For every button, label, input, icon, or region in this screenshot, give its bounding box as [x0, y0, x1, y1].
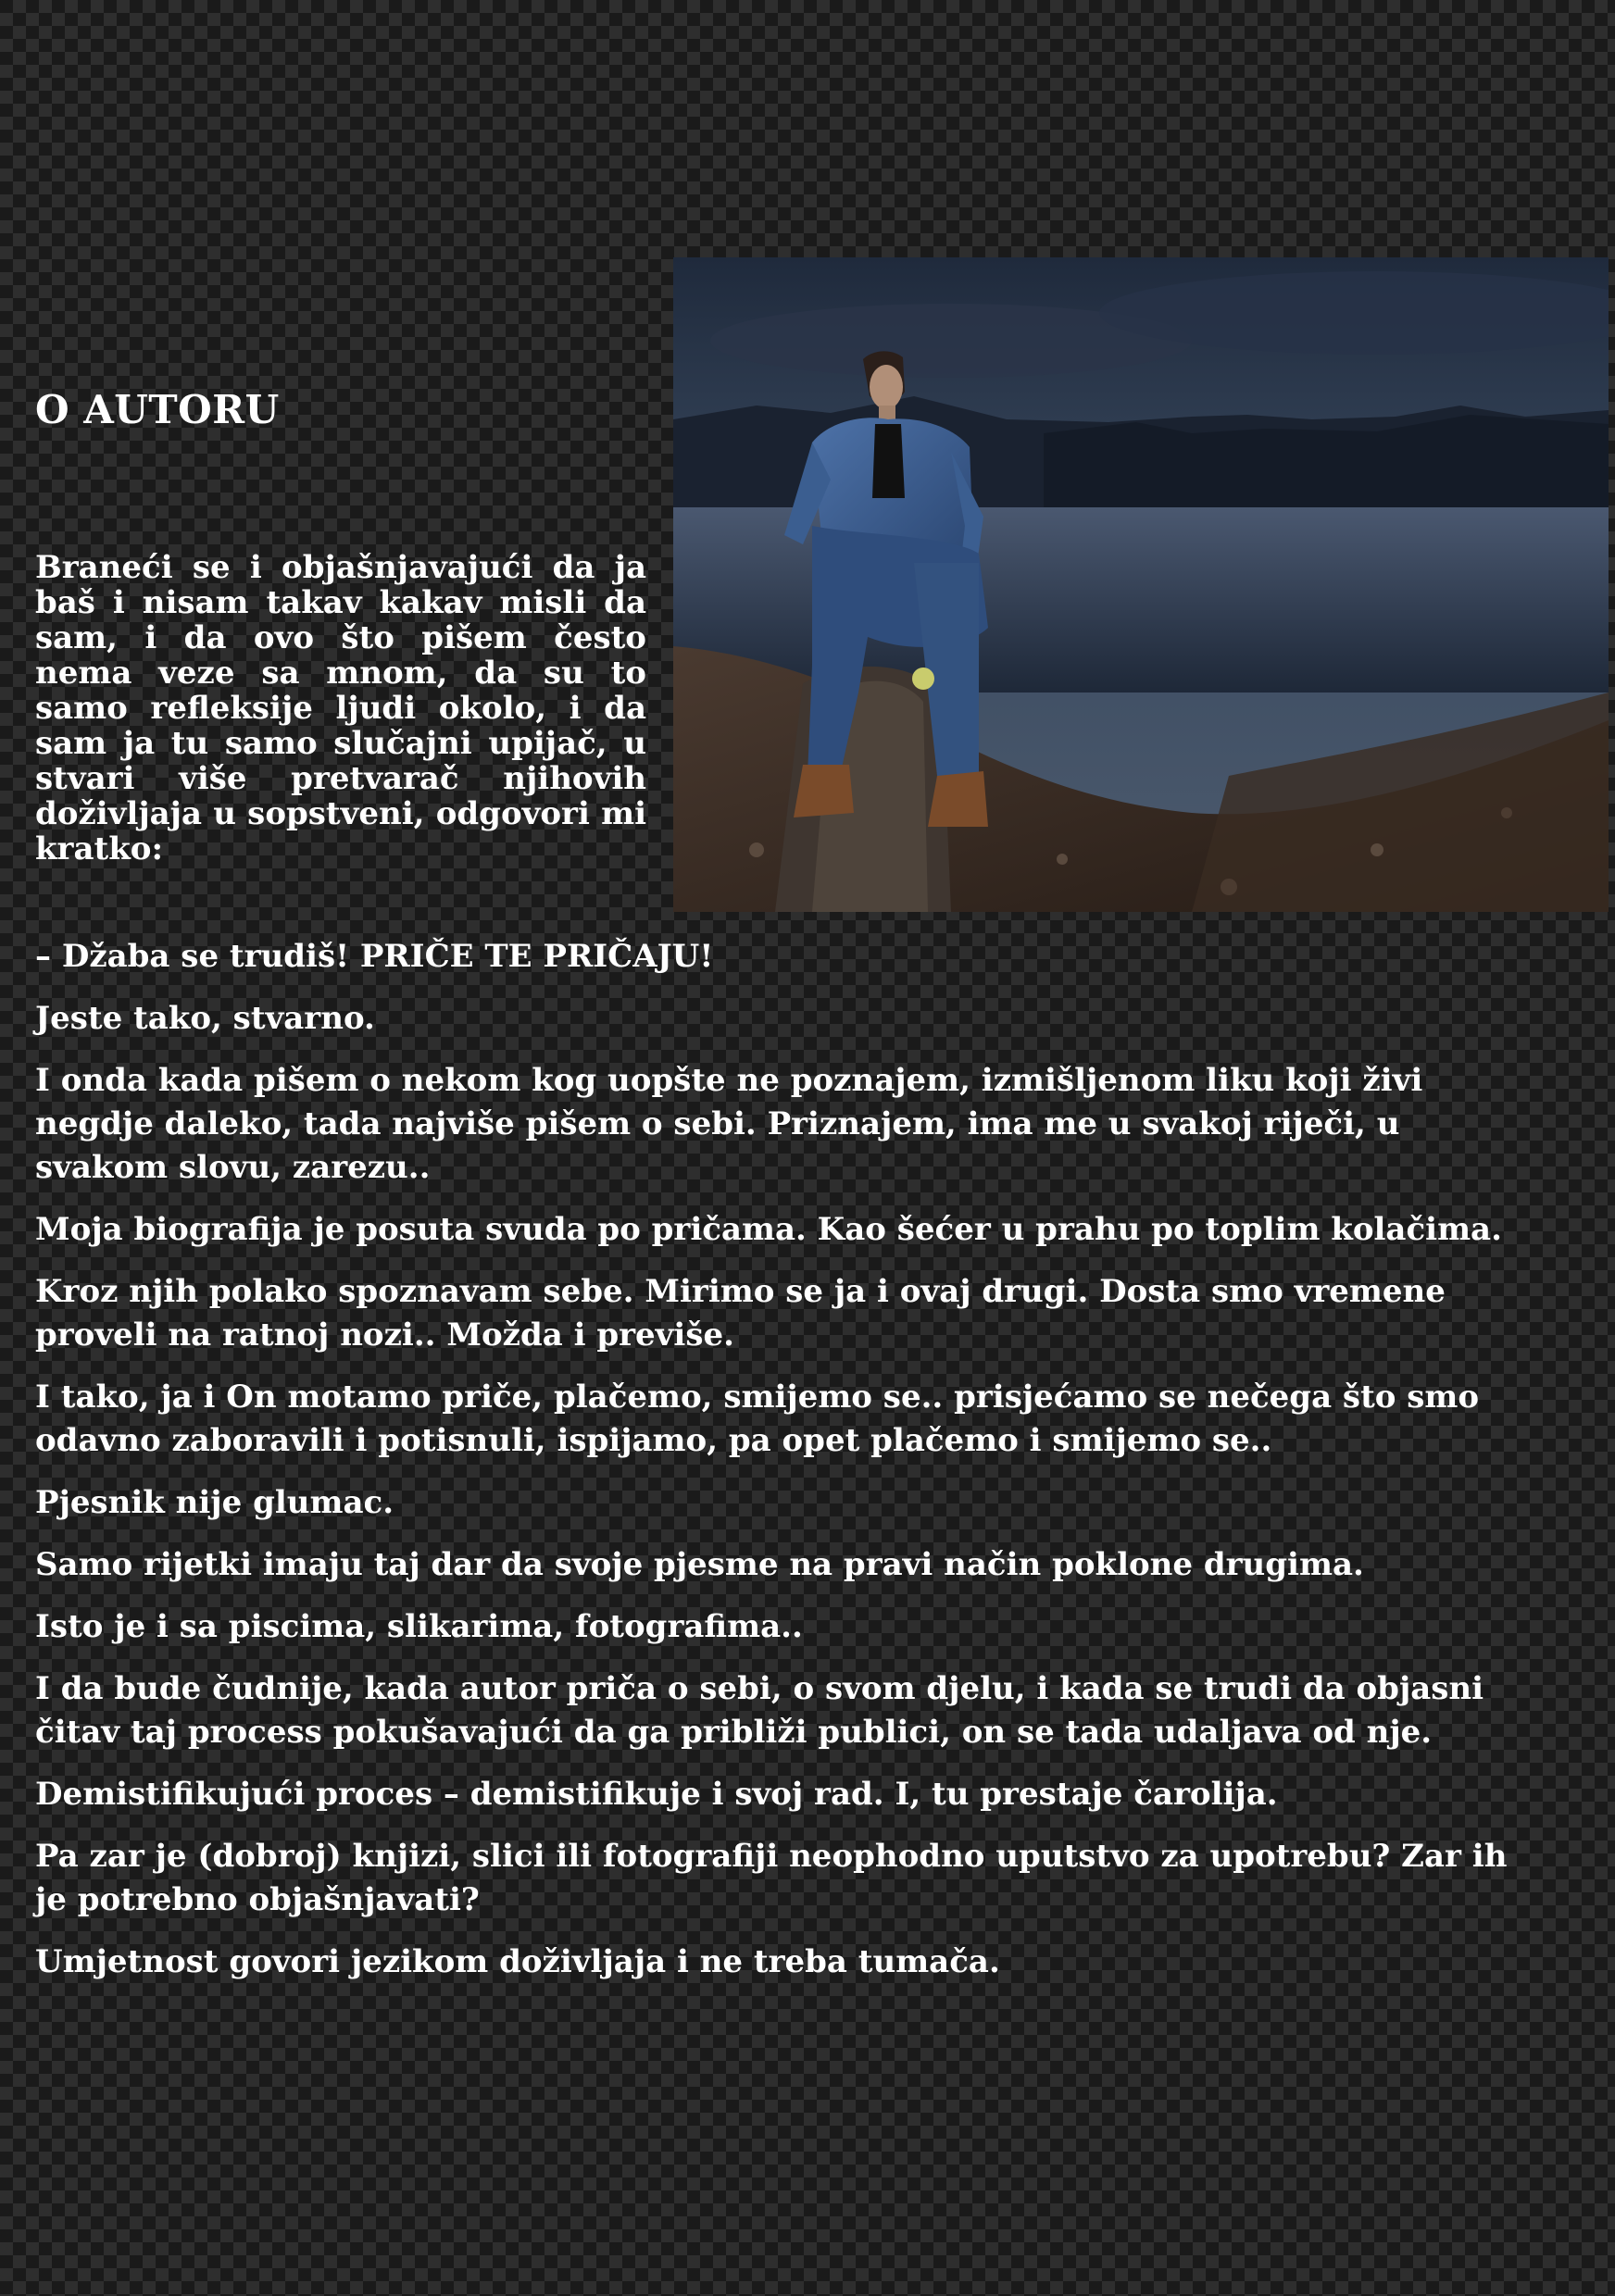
- paragraph: Moja biografija je posuta svuda po pričama. Kao šećer u prahu po toplim kolačima.: [35, 1211, 1502, 1248]
- paragraph: Jeste tako, stvarno.: [35, 1000, 375, 1037]
- paragraph: Pjesnik nije glumac.: [35, 1484, 394, 1521]
- paragraph: – Džaba se trudiš! PRIČE TE PRIČAJU!: [35, 938, 714, 975]
- paragraph: Pa zar je (dobroj) knjizi, slici ili fotografiji neophodno uputstvo za upotrebu? Zar ih je potrebno objašnjavati?: [35, 1838, 1508, 1918]
- paragraph: Demistifikujući proces – demistifikuje i svoj rad. I, tu prestaje čarolija.: [35, 1776, 1278, 1813]
- paragraph: Umjetnost govori jezikom doživljaja i ne treba tumača.: [35, 1943, 1000, 1980]
- body-text: [35, 935, 1535, 2003]
- intro-paragraph: Braneći se i objašnjavajući da ja baš i nisam takav kakav misli da sam, i da ovo što pišem često nema veze sa mnom, da su to samo refleksije ljudi okolo, i da sam ja tu samo slučajni upijač, u stvari više pretvarač njihovih doživljaja u sopstveni, odgovori mi kratko:: [35, 549, 646, 867]
- paragraph: I tako, ja i On motamo priče, plačemo, smijemo se.. prisjećamo se nečega što smo odavno zaboravili i potisnuli, ispijamo, pa opet plačemo i smijemo se..: [35, 1379, 1480, 1459]
- paragraph: Isto je i sa piscima, slikarima, fotografima..: [35, 1608, 803, 1645]
- author-photo: [673, 257, 1609, 912]
- paragraph: Kroz njih polako spoznavam sebe. Mirimo se ja i ovaj drugi. Dosta smo vremene proveli na ratnoj nozi.. Možda i previše.: [35, 1273, 1446, 1354]
- paragraph: I da bude čudnije, kada autor priča o sebi, o svom djelu, i kada se trudi da objasni čitav taj process pokušavajući da ga približi publici, on se tada udaljava od nje.: [35, 1670, 1484, 1751]
- page-title: O AUTORU: [35, 387, 280, 432]
- paragraph: Samo rijetki imaju taj dar da svoje pjesme na pravi način poklone drugima.: [35, 1546, 1364, 1583]
- paragraph: I onda kada pišem o nekom kog uopšte ne poznajem, izmišljenom liku koji živi negdje daleko, tada najviše pišem o sebi. Priznajem, ima me u svakoj riječi, u svakom slovu, zarezu..: [35, 1062, 1423, 1186]
